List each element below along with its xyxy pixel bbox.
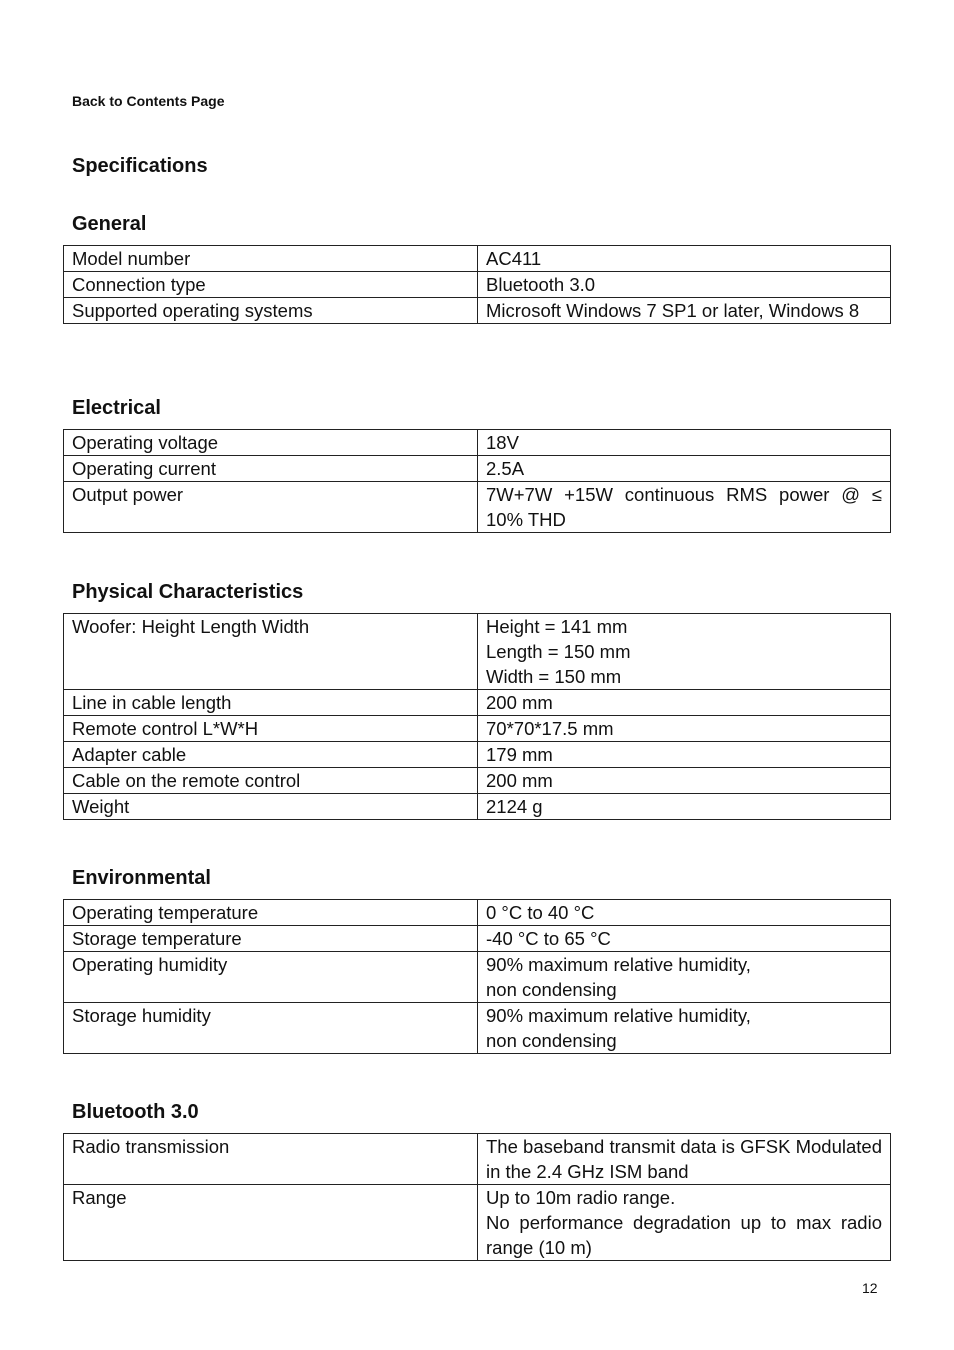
spec-label: Operating voltage xyxy=(64,430,478,456)
table-row xyxy=(64,298,891,324)
spec-label: Storage humidity xyxy=(64,1003,478,1054)
spec-table-bluetooth xyxy=(63,1133,891,1261)
page-number: 12 xyxy=(862,1280,878,1296)
spec-label: Connection type xyxy=(64,272,478,298)
spec-value xyxy=(478,1003,891,1054)
spec-value-line: Up to 10m radio range. xyxy=(486,1187,676,1208)
section-heading-physical: Physical Characteristics xyxy=(72,581,304,603)
spec-value: 7W+7W +15W continuous RMS power @ ≤ 10% THD xyxy=(478,482,891,533)
spec-label: Remote control L*W*H xyxy=(64,716,478,742)
section-heading-general: General xyxy=(72,213,147,235)
section-environmental xyxy=(63,866,891,1054)
table-row xyxy=(64,742,891,768)
table-row xyxy=(64,430,891,456)
table-row xyxy=(64,690,891,716)
spec-value: -40 °C to 65 °C xyxy=(478,926,891,952)
spec-table-environmental xyxy=(63,899,891,1054)
section-bluetooth xyxy=(63,1100,891,1261)
section-physical-characteristics xyxy=(63,580,891,820)
spec-label: Model number xyxy=(64,246,478,272)
spec-value: Bluetooth 3.0 xyxy=(478,272,891,298)
spec-table-physical xyxy=(63,613,891,820)
spec-value: 179 mm xyxy=(478,742,891,768)
spec-value: 70*70*17.5 mm xyxy=(478,716,891,742)
spec-label: Supported operating systems xyxy=(64,298,478,324)
table-row xyxy=(64,768,891,794)
table-row xyxy=(64,456,891,482)
section-electrical xyxy=(63,396,891,533)
spec-value: The baseband transmit data is GFSK Modulated in the 2.4 GHz ISM band xyxy=(478,1134,891,1185)
table-row xyxy=(64,482,891,533)
table-row xyxy=(64,952,891,1003)
spec-value-line: non condensing xyxy=(486,979,617,1000)
table-row xyxy=(64,900,891,926)
table-row xyxy=(64,1185,891,1261)
page-title: Specifications xyxy=(72,155,208,177)
spec-value: 0 °C to 40 °C xyxy=(478,900,891,926)
spec-table-electrical xyxy=(63,429,891,533)
section-general xyxy=(63,212,891,324)
back-to-contents-link[interactable]: Back to Contents Page xyxy=(72,93,225,109)
spec-value-line: Height = 141 mm xyxy=(486,616,628,637)
spec-value xyxy=(478,1185,891,1261)
table-row xyxy=(64,1003,891,1054)
spec-label: Weight xyxy=(64,794,478,820)
spec-value-line: 90% maximum relative humidity, xyxy=(486,954,751,975)
table-row xyxy=(64,926,891,952)
spec-label: Operating humidity xyxy=(64,952,478,1003)
spec-value: 18V xyxy=(478,430,891,456)
spec-label: Operating temperature xyxy=(64,900,478,926)
section-heading-bluetooth: Bluetooth 3.0 xyxy=(72,1101,199,1123)
spec-label: Cable on the remote control xyxy=(64,768,478,794)
spec-value: AC411 xyxy=(478,246,891,272)
spec-label: Radio transmission xyxy=(64,1134,478,1185)
spec-value-line: 90% maximum relative humidity, xyxy=(486,1005,751,1026)
spec-label: Line in cable length xyxy=(64,690,478,716)
table-row xyxy=(64,246,891,272)
spec-value-line: Length = 150 mm xyxy=(486,641,631,662)
spec-value xyxy=(478,614,891,690)
spec-label: Adapter cable xyxy=(64,742,478,768)
spec-value: 200 mm xyxy=(478,690,891,716)
spec-value: 2124 g xyxy=(478,794,891,820)
spec-label: Storage temperature xyxy=(64,926,478,952)
table-row xyxy=(64,272,891,298)
spec-value: 2.5A xyxy=(478,456,891,482)
spec-value-line: No performance degradation up to max radio range (10 m) xyxy=(486,1212,882,1258)
section-heading-electrical: Electrical xyxy=(72,397,161,419)
spec-label: Range xyxy=(64,1185,478,1261)
table-row xyxy=(64,1134,891,1185)
spec-label: Output power xyxy=(64,482,478,533)
spec-value-line: Width = 150 mm xyxy=(486,666,622,687)
spec-table-general xyxy=(63,245,891,324)
spec-value: 200 mm xyxy=(478,768,891,794)
table-row xyxy=(64,614,891,690)
spec-label: Woofer: Height Length Width xyxy=(64,614,478,690)
table-row xyxy=(64,794,891,820)
spec-label: Operating current xyxy=(64,456,478,482)
section-heading-environmental: Environmental xyxy=(72,867,211,889)
spec-value-line: non condensing xyxy=(486,1030,617,1051)
table-row xyxy=(64,716,891,742)
spec-value xyxy=(478,952,891,1003)
spec-value: Microsoft Windows 7 SP1 or later, Windows 8 xyxy=(478,298,891,324)
